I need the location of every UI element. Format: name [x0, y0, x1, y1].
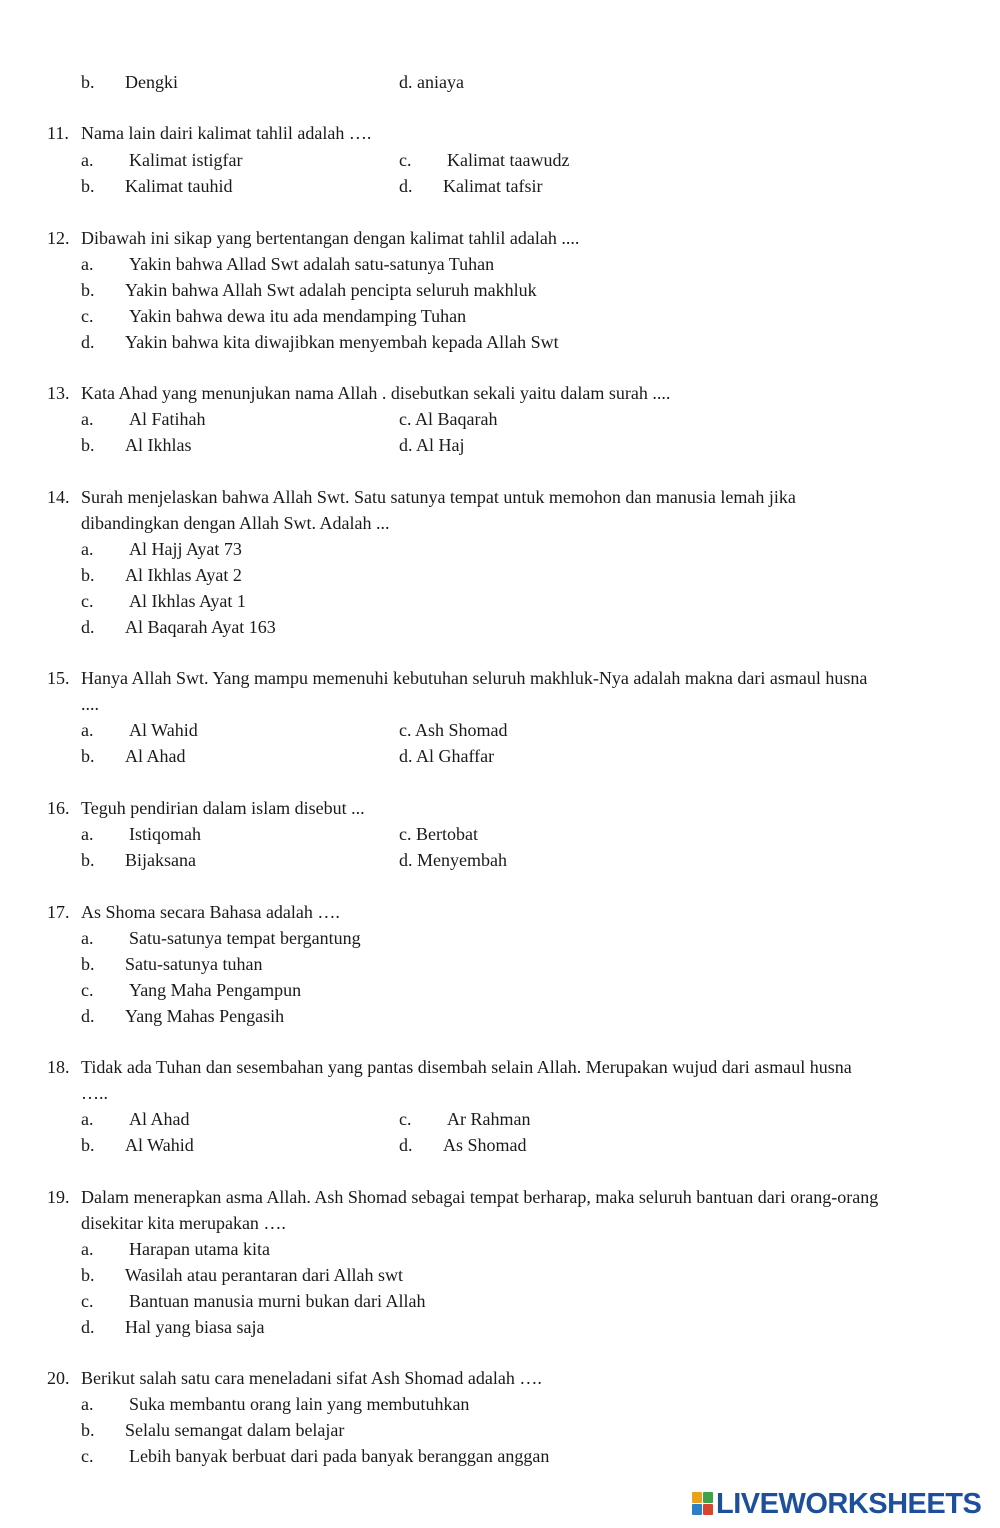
option-text: Hal yang biasa saja: [125, 1317, 265, 1337]
option-label: b.: [81, 746, 95, 766]
option-label: d.: [81, 1317, 95, 1337]
option-text: Al Hajj Ayat 73: [129, 539, 242, 559]
option-text: Satu-satunya tempat bergantung: [129, 928, 361, 948]
question-number: 12.: [47, 228, 70, 248]
option-text: Al Wahid: [129, 720, 198, 740]
option-text: As Shomad: [443, 1135, 527, 1155]
option-text: d. aniaya: [399, 72, 464, 92]
option-text: Al Baqarah Ayat 163: [125, 617, 276, 637]
option-text: Yang Mahas Pengasih: [125, 1006, 285, 1026]
option-label: c.: [81, 980, 94, 1000]
option-label: a.: [81, 928, 94, 948]
question-text-continued: …..: [81, 1083, 108, 1103]
option-text: Satu-satunya tuhan: [125, 954, 263, 974]
question-number: 15.: [47, 668, 70, 688]
option-text: Yakin bahwa kita diwajibkan menyembah kepada Allah Swt: [125, 332, 559, 352]
question-text: Tidak ada Tuhan dan sesembahan yang pantas disembah selain Allah. Merupakan wujud dari asmaul husna: [81, 1057, 852, 1077]
option-text: Yakin bahwa Allad Swt adalah satu-satunya Tuhan: [129, 254, 495, 274]
option-label: b.: [81, 954, 95, 974]
question-text: Dibawah ini sikap yang bertentangan dengan kalimat tahlil adalah ....: [81, 228, 580, 248]
option-label: b.: [81, 435, 95, 455]
option-label: b.: [81, 1420, 95, 1440]
option-text: Yang Maha Pengampun: [129, 980, 302, 1000]
option-label: d.: [399, 1135, 413, 1155]
question-number: 13.: [47, 383, 70, 403]
option-text: Al Ahad: [125, 746, 186, 766]
question-number: 16.: [47, 798, 70, 818]
option-label: a.: [81, 409, 94, 429]
option-label: a.: [81, 254, 94, 274]
option-label: b.: [81, 1265, 95, 1285]
option-text: Harapan utama kita: [129, 1239, 270, 1259]
question-number: 19.: [47, 1187, 70, 1207]
option-text: Al Ikhlas: [125, 435, 192, 455]
option-text: Kalimat tauhid: [125, 176, 233, 196]
question-text: As Shoma secara Bahasa adalah ….: [81, 902, 340, 922]
option-text: d. Al Haj: [399, 435, 465, 455]
option-text: Al Ikhlas Ayat 2: [125, 565, 242, 585]
option-label: b.: [81, 72, 95, 92]
option-text: Bantuan manusia murni bukan dari Allah: [129, 1291, 426, 1311]
option-text: Yakin bahwa dewa itu ada mendamping Tuhan: [129, 306, 467, 326]
question-text: Surah menjelaskan bahwa Allah Swt. Satu satunya tempat untuk memohon dan manusia lemah jika: [81, 487, 796, 507]
option-text: Suka membantu orang lain yang membutuhkan: [129, 1394, 470, 1414]
option-label: b.: [81, 280, 95, 300]
option-text: Wasilah atau perantaran dari Allah swt: [125, 1265, 403, 1285]
question-number: 14.: [47, 487, 70, 507]
option-text: d. Menyembah: [399, 850, 507, 870]
question-text: Kata Ahad yang menunjukan nama Allah . disebutkan sekali yaitu dalam surah ....: [81, 383, 671, 403]
option-label: d.: [81, 332, 95, 352]
option-text: Yakin bahwa Allah Swt adalah pencipta seluruh makhluk: [125, 280, 537, 300]
option-text: Al Fatihah: [129, 409, 206, 429]
option-label: a.: [81, 1394, 94, 1414]
option-text: Dengki: [125, 72, 178, 92]
option-label: a.: [81, 720, 94, 740]
logo-text: LIVEWORKSHEETS: [716, 1487, 982, 1520]
option-text: Al Ahad: [129, 1109, 190, 1129]
option-label: a.: [81, 539, 94, 559]
option-label: c.: [81, 1291, 94, 1311]
option-text: c. Al Baqarah: [399, 409, 498, 429]
option-label: d.: [399, 176, 413, 196]
question-text-continued: ....: [81, 694, 99, 714]
liveworksheets-logo[interactable]: [692, 1487, 981, 1521]
option-text: Kalimat tafsir: [443, 176, 543, 196]
option-text: c. Ash Shomad: [399, 720, 508, 740]
question-text: Hanya Allah Swt. Yang mampu memenuhi kebutuhan seluruh makhluk-Nya adalah makna dari asmaul husna: [81, 668, 868, 688]
option-label: d.: [81, 617, 95, 637]
option-label: a.: [81, 150, 94, 170]
option-text: Ar Rahman: [447, 1109, 531, 1129]
option-text: c. Bertobat: [399, 824, 478, 844]
option-label: c.: [81, 1446, 94, 1466]
option-text: d. Al Ghaffar: [399, 746, 495, 766]
option-text: Kalimat taawudz: [447, 150, 570, 170]
option-label: c.: [81, 306, 94, 326]
option-text: Kalimat istigfar: [129, 150, 243, 170]
question-number: 18.: [47, 1057, 70, 1077]
option-label: a.: [81, 1109, 94, 1129]
option-label: b.: [81, 1135, 95, 1155]
question-text: Teguh pendirian dalam islam disebut ...: [81, 798, 365, 818]
question-text-continued: disekitar kita merupakan ….: [81, 1213, 286, 1233]
option-text: Al Ikhlas Ayat 1: [129, 591, 246, 611]
option-label: a.: [81, 824, 94, 844]
question-number: 20.: [47, 1368, 70, 1388]
option-label: c.: [81, 591, 94, 611]
option-label: c.: [399, 150, 412, 170]
option-text: Istiqomah: [129, 824, 201, 844]
option-text: Lebih banyak berbuat dari pada banyak beranggan anggan: [129, 1446, 550, 1466]
option-label: b.: [81, 850, 95, 870]
option-text: Al Wahid: [125, 1135, 194, 1155]
option-label: c.: [399, 1109, 412, 1129]
question-text: Nama lain dairi kalimat tahlil adalah ….: [81, 123, 372, 143]
option-label: d.: [81, 1006, 95, 1026]
question-number: 17.: [47, 902, 70, 922]
option-label: a.: [81, 1239, 94, 1259]
option-label: b.: [81, 565, 95, 585]
option-text: Bijaksana: [125, 850, 196, 870]
option-label: b.: [81, 176, 95, 196]
liveworksheets-logo-icon: [692, 1492, 714, 1516]
question-text: Dalam menerapkan asma Allah. Ash Shomad sebagai tempat berharap, maka seluruh bantuan dari orang-orang: [81, 1187, 879, 1207]
question-number: 11.: [47, 123, 69, 143]
question-text-continued: dibandingkan dengan Allah Swt. Adalah ...: [81, 513, 390, 533]
option-text: Selalu semangat dalam belajar: [125, 1420, 345, 1440]
question-text: Berikut salah satu cara meneladani sifat Ash Shomad adalah ….: [81, 1368, 542, 1388]
